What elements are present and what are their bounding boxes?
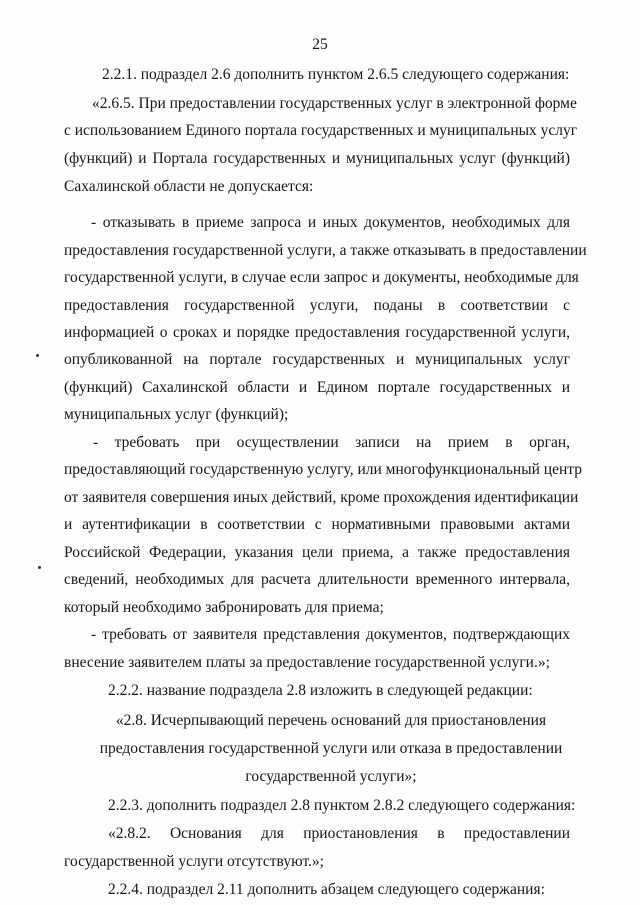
page-number: 25: [312, 36, 328, 53]
text-line: государственной услуги отсутствуют.»;: [64, 853, 324, 870]
scan-speck: [36, 354, 39, 357]
text-line: муниципальных услуг (функций);: [64, 406, 289, 423]
text-line: 2.2.1. подраздел 2.6 дополнить пунктом 2.6.5 следующего содержания:: [102, 66, 570, 83]
text-line: 2.2.2. название подраздела 2.8 изложить в следующей редакции:: [108, 682, 533, 699]
text-line: Сахалинской области не допускается:: [64, 178, 314, 195]
text-line: предоставления государственной услуги, а также отказывать в предоставлении: [64, 242, 587, 259]
text-line: - отказывать в приеме запроса и иных документов, необходимых для: [91, 214, 570, 231]
text-line: - требовать от заявителя представления документов, подтверждающих: [91, 626, 570, 643]
text-line: «2.8. Исчерпывающий перечень оснований для приостановления: [115, 712, 547, 729]
text-line: информацией о сроках и порядке предоставления государственной услуги,: [64, 324, 570, 341]
text-line: (функций) Сахалинской области и Едином портале государственных и: [64, 379, 570, 396]
text-line: который необходимо забронировать для приема;: [64, 599, 384, 616]
scan-speck: [38, 566, 41, 569]
text-line: 2.2.4. подраздел 2.11 дополнить абзацем следующего содержания:: [108, 881, 545, 898]
text-line: предоставления государственной услуги, поданы в соответствии с: [64, 297, 570, 314]
text-line: от заявителя совершения иных действий, кроме прохождения идентификации: [64, 489, 579, 506]
text-line: Российской Федерации, указания цели приема, а также предоставления: [64, 544, 570, 561]
text-line: с использованием Единого портала государственных и муниципальных услуг: [64, 122, 578, 139]
text-line: «2.6.5. При предоставлении государственных услуг в электронной форме: [92, 95, 577, 112]
text-line: 2.2.3. дополнить подраздел 2.8 пунктом 2.8.2 следующего содержания:: [108, 797, 576, 814]
text-line: предоставляющий государственную услугу, или многофункциональный центр: [64, 461, 582, 478]
text-line: государственной услуги»;: [245, 768, 417, 785]
text-line: внесение заявителем платы за предоставление государственной услуги.»;: [64, 654, 550, 671]
text-line: государственной услуги, в случае если запрос и документы, необходимые для: [64, 269, 579, 286]
text-line: и аутентификации в соответствии с нормативными правовыми актами: [64, 516, 570, 533]
text-line: «2.8.2. Основания для приостановления в предоставлении: [108, 825, 570, 842]
text-line: (функций) и Портала государственных и муниципальных услуг (функций): [64, 150, 570, 167]
text-line: предоставления государственной услуги или отказа в предоставлении: [99, 740, 563, 757]
text-line: сведений, необходимых для расчета длительности временного интервала,: [64, 571, 570, 588]
text-line: опубликованной на портале государственных и муниципальных услуг: [64, 351, 570, 368]
text-line: - требовать при осуществлении записи на прием в орган,: [93, 434, 570, 451]
